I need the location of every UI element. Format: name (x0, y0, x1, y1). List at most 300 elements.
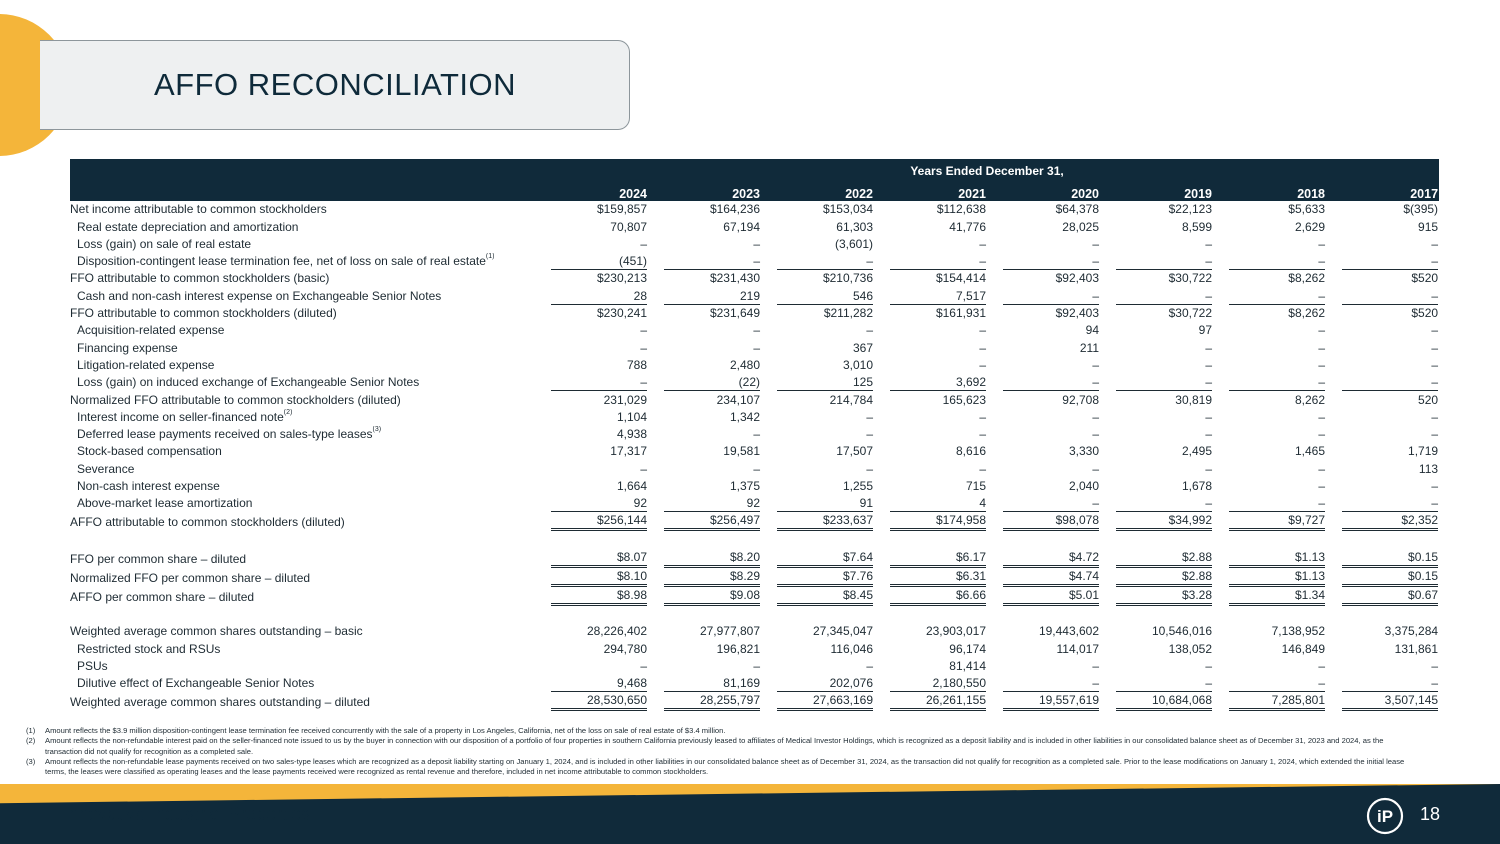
row-label (70, 322, 535, 339)
value-text: 7,517 (890, 288, 986, 305)
value-cell-2022 (761, 270, 874, 287)
value-text: $2,352 (1342, 513, 1438, 531)
value-text: $6.17 (890, 550, 986, 568)
value-cell-2020 (987, 391, 1100, 408)
value-text: 92 (664, 495, 760, 512)
row-label-text: Net income attributable to common stockholders (70, 202, 327, 217)
affo-table-container (70, 159, 1438, 711)
value-cell-2020 (987, 270, 1100, 287)
value-text: $30,722 (1168, 271, 1212, 286)
value-text: – (1116, 253, 1212, 270)
value-text: – (1205, 357, 1212, 372)
value-cell-2020 (987, 692, 1100, 711)
value-text: 788 (626, 357, 647, 372)
value-text: 367 (852, 340, 873, 355)
company-logo-icon (1366, 797, 1404, 835)
value-cell-2017 (1326, 512, 1439, 531)
value-text: $1.13 (1229, 550, 1325, 568)
value-text: – (1205, 461, 1212, 476)
row-label-text: Loss (gain) on sale of real estate (77, 236, 252, 251)
value-cell-2019 (1100, 253, 1213, 270)
value-text: – (1342, 374, 1438, 391)
value-text: $6.31 (890, 569, 986, 587)
row-label-text: FFO attributable to common stockholders (basic) (70, 271, 330, 286)
value-cell-2018 (1213, 512, 1326, 531)
row-label (70, 409, 535, 426)
value-text: 211 (1079, 340, 1099, 355)
value-text: 3,330 (1068, 444, 1099, 459)
table-row (70, 478, 1439, 495)
value-text: 19,443,602 (1038, 624, 1099, 639)
value-cell-2021 (874, 692, 987, 711)
value-text: – (1092, 658, 1099, 673)
table-row (70, 426, 1439, 443)
table-row (70, 287, 1439, 304)
value-cell-2022 (761, 460, 874, 477)
value-cell-2018 (1213, 391, 1326, 408)
value-cell-2020 (987, 218, 1100, 235)
row-label (70, 270, 535, 287)
value-cell-2024 (535, 236, 648, 253)
value-cell-2024 (535, 270, 648, 287)
value-cell-2022 (761, 322, 874, 339)
row-label-text: Disposition-contingent lease termination fee, net of loss on sale of real estate (77, 254, 486, 269)
value-text: $6.66 (890, 588, 986, 606)
row-label-text: Cash and non-cash interest expense on Exchangeable Senior Notes (77, 288, 442, 303)
value-text: – (866, 427, 873, 442)
value-text: 70,807 (610, 219, 647, 234)
table-row (70, 253, 1439, 270)
value-text: 7,285,801 (1229, 693, 1325, 711)
row-label (70, 640, 535, 657)
value-text: $98,078 (1003, 513, 1099, 531)
value-text: – (1229, 675, 1325, 692)
value-cell-2021 (874, 339, 987, 356)
value-cell-2023 (648, 201, 761, 218)
value-text: $233,637 (777, 513, 873, 531)
value-text: $9,727 (1229, 513, 1325, 531)
value-text: – (664, 253, 760, 270)
value-text: 214,784 (829, 392, 873, 407)
value-cell-2021 (874, 640, 987, 657)
value-cell-2017 (1326, 426, 1439, 443)
table-row (70, 409, 1439, 426)
value-text: 231,029 (603, 392, 647, 407)
value-text: $520 (1411, 271, 1439, 286)
value-cell-2019 (1100, 409, 1213, 426)
value-cell-2022 (761, 623, 874, 640)
row-label (70, 218, 535, 235)
value-cell-2023 (648, 305, 761, 322)
value-text: 3,507,145 (1342, 693, 1438, 711)
row-label-text: Non-cash interest expense (77, 479, 220, 494)
footnote-number: (1) (26, 726, 36, 735)
value-cell-2019 (1100, 623, 1213, 640)
value-text: $0.67 (1342, 588, 1438, 606)
value-text: $8.07 (551, 550, 647, 568)
value-text: $8,262 (1288, 271, 1325, 286)
table-row (70, 658, 1439, 675)
value-cell-2023 (648, 675, 761, 692)
value-cell-2022 (761, 443, 874, 460)
value-cell-2024 (535, 495, 648, 512)
value-cell-2019 (1100, 495, 1213, 512)
value-cell-2019 (1100, 692, 1213, 711)
row-label-text: Severance (77, 461, 135, 476)
value-text: – (1092, 461, 1099, 476)
value-text: 7,138,952 (1271, 624, 1325, 639)
value-cell-2022 (761, 201, 874, 218)
value-cell-2022 (761, 495, 874, 512)
value-text: 28 (551, 288, 647, 305)
value-cell-2021 (874, 495, 987, 512)
row-label-text: Financing expense (77, 340, 178, 355)
value-cell-2021 (874, 658, 987, 675)
value-cell-2018 (1213, 322, 1326, 339)
value-text: – (1342, 495, 1438, 512)
value-text: 116,046 (830, 641, 873, 656)
value-cell-2023 (648, 357, 761, 374)
value-text: 23,903,017 (925, 624, 986, 639)
value-cell-2019 (1100, 587, 1213, 606)
value-text: $8.10 (551, 569, 647, 587)
value-cell-2018 (1213, 692, 1326, 711)
row-label (70, 253, 535, 270)
value-cell-2021 (874, 568, 987, 587)
value-text: – (1318, 340, 1325, 355)
value-text: $5.01 (1003, 588, 1099, 606)
value-cell-2024 (535, 512, 648, 531)
footnote-1 (26, 726, 1406, 736)
value-text: $22,123 (1168, 202, 1212, 217)
value-cell-2017 (1326, 339, 1439, 356)
value-cell-2021 (874, 322, 987, 339)
footnote-ref: (2) (283, 408, 293, 416)
value-text: – (753, 461, 760, 476)
value-cell-2023 (648, 218, 761, 235)
value-cell-2024 (535, 640, 648, 657)
table-row (70, 270, 1439, 287)
value-text: – (1205, 340, 1212, 355)
value-cell-2024 (535, 374, 648, 391)
value-cell-2021 (874, 305, 987, 322)
value-cell-2019 (1100, 426, 1213, 443)
page-title: AFFO RECONCILIATION (154, 67, 517, 102)
value-cell-2017 (1326, 322, 1439, 339)
value-text: 1,664 (616, 479, 647, 494)
value-cell-2020 (987, 478, 1100, 495)
value-text: – (1318, 357, 1325, 372)
value-text: (451) (551, 253, 647, 270)
value-text: $230,241 (596, 306, 647, 321)
value-cell-2019 (1100, 568, 1213, 587)
year-header-2021: 2021 (874, 183, 987, 201)
value-text: 3,375,284 (1384, 624, 1439, 639)
row-label-text: Above-market lease amortization (77, 496, 253, 511)
value-cell-2023 (648, 587, 761, 606)
value-text: $8.20 (664, 550, 760, 568)
value-text: – (979, 461, 986, 476)
value-text: 81,414 (949, 658, 986, 673)
value-text: 2,040 (1068, 479, 1099, 494)
value-text: 113 (1418, 461, 1439, 476)
value-cell-2017 (1326, 305, 1439, 322)
value-text: $159,857 (596, 202, 647, 217)
value-text: 520 (1418, 392, 1439, 407)
row-label (70, 478, 535, 495)
value-cell-2022 (761, 568, 874, 587)
value-cell-2020 (987, 374, 1100, 391)
value-cell-2020 (987, 512, 1100, 531)
value-text: $1.13 (1229, 569, 1325, 587)
table-row (70, 623, 1439, 640)
value-cell-2022 (761, 287, 874, 304)
value-cell-2017 (1326, 443, 1439, 460)
value-cell-2023 (648, 549, 761, 568)
value-text: $34,992 (1116, 513, 1212, 531)
table-row (70, 339, 1439, 356)
value-cell-2022 (761, 658, 874, 675)
value-text: 19,581 (723, 444, 760, 459)
value-text: 28,255,797 (664, 693, 760, 711)
value-text: – (640, 340, 647, 355)
value-cell-2018 (1213, 357, 1326, 374)
value-text: 1,104 (616, 409, 647, 424)
year-header-2023: 2023 (648, 183, 761, 201)
value-cell-2020 (987, 305, 1100, 322)
value-text: – (1318, 461, 1325, 476)
value-cell-2021 (874, 374, 987, 391)
value-cell-2018 (1213, 495, 1326, 512)
value-text: – (753, 427, 760, 442)
value-text: – (1205, 409, 1212, 424)
value-cell-2017 (1326, 391, 1439, 408)
value-text: $112,638 (936, 202, 986, 217)
value-text: – (1318, 479, 1325, 494)
value-cell-2018 (1213, 201, 1326, 218)
value-text: – (1431, 479, 1439, 494)
value-text: – (1431, 236, 1439, 251)
value-cell-2023 (648, 374, 761, 391)
row-label (70, 339, 535, 356)
value-cell-2019 (1100, 391, 1213, 408)
footnote-3 (26, 757, 1406, 778)
value-cell-2023 (648, 658, 761, 675)
value-text: 94 (1085, 323, 1099, 338)
value-cell-2019 (1100, 374, 1213, 391)
row-label-text: Normalized FFO attributable to common stockholders (diluted) (70, 392, 401, 407)
value-cell-2017 (1326, 478, 1439, 495)
row-label-text: Restricted stock and RSUs (77, 641, 221, 656)
value-text: – (1431, 323, 1439, 338)
value-cell-2024 (535, 568, 648, 587)
value-cell-2020 (987, 675, 1100, 692)
row-label-text: FFO attributable to common stockholders (diluted) (70, 306, 337, 321)
value-cell-2019 (1100, 339, 1213, 356)
value-cell-2024 (535, 549, 648, 568)
value-text: 28,226,402 (586, 624, 647, 639)
value-cell-2018 (1213, 587, 1326, 606)
footer-company-name: Innovative Industrial Properties (63, 804, 311, 824)
value-text: $231,649 (709, 306, 760, 321)
row-label-text: Interest income on seller-financed note (77, 409, 284, 424)
value-text: 2,480 (729, 357, 760, 372)
value-text: $64,378 (1055, 202, 1099, 217)
value-text: – (866, 658, 873, 673)
value-cell-2021 (874, 426, 987, 443)
value-text: 28,025 (1062, 219, 1099, 234)
value-text: $(395) (1403, 202, 1439, 217)
value-cell-2023 (648, 409, 761, 426)
value-text: $211,282 (823, 306, 873, 321)
table-row (70, 201, 1439, 218)
value-cell-2021 (874, 675, 987, 692)
value-text: – (890, 253, 986, 270)
row-label-text: Real estate depreciation and amortization (77, 219, 299, 234)
value-cell-2018 (1213, 568, 1326, 587)
value-text: – (979, 236, 986, 251)
value-cell-2017 (1326, 568, 1439, 587)
value-cell-2023 (648, 495, 761, 512)
table-row (70, 549, 1439, 568)
value-cell-2023 (648, 623, 761, 640)
value-cell-2018 (1213, 253, 1326, 270)
value-text: 1,375 (729, 479, 760, 494)
value-text: 41,776 (949, 219, 986, 234)
value-text: 1,719 (1408, 444, 1439, 459)
value-cell-2019 (1100, 640, 1213, 657)
value-text: 2,180,550 (890, 675, 986, 692)
value-text: $164,236 (709, 202, 760, 217)
value-cell-2020 (987, 460, 1100, 477)
value-text: – (1431, 357, 1439, 372)
table-row (70, 495, 1439, 512)
value-cell-2020 (987, 409, 1100, 426)
value-cell-2022 (761, 549, 874, 568)
value-text: – (551, 374, 647, 391)
table-row (70, 512, 1439, 531)
value-text: 4 (890, 495, 986, 512)
footnote-text: Amount reflects the non-refundable lease payments received on two sales-type leases which are recognized as a deposit liability starting on January 1, 2024, and is included in other liabilities in our consolidated balance sheet as of December 31, 2024, as the transaction did not qualify for recognition as a completed sale. Prior to the lease modifications on January 1, 2024, which extended the initial lease terms, the leases were classified as operating leases and the lease payments received were recognized as rental revenue and therefore, included in net income attributable to common stockholders. (45, 756, 1405, 777)
value-text: $161,931 (935, 306, 986, 321)
value-cell-2018 (1213, 443, 1326, 460)
value-cell-2021 (874, 409, 987, 426)
value-cell-2022 (761, 409, 874, 426)
value-cell-2024 (535, 357, 648, 374)
header-blank-cell (70, 159, 535, 183)
value-cell-2018 (1213, 640, 1326, 657)
value-text: – (979, 323, 986, 338)
value-cell-2024 (535, 218, 648, 235)
value-cell-2022 (761, 305, 874, 322)
value-text: 92 (551, 495, 647, 512)
value-cell-2022 (761, 512, 874, 531)
value-cell-2019 (1100, 512, 1213, 531)
value-cell-2024 (535, 409, 648, 426)
row-label-text: Loss (gain) on induced exchange of Exchangeable Senior Notes (77, 375, 420, 390)
value-cell-2023 (648, 322, 761, 339)
value-text: 165,623 (942, 392, 986, 407)
value-text: $2.88 (1116, 569, 1212, 587)
value-text: – (753, 323, 760, 338)
year-header-2020: 2020 (987, 183, 1100, 201)
value-text: $7.76 (777, 569, 873, 587)
value-cell-2023 (648, 512, 761, 531)
value-cell-2020 (987, 201, 1100, 218)
value-cell-2020 (987, 426, 1100, 443)
row-label (70, 495, 535, 512)
value-text: – (777, 253, 873, 270)
value-cell-2017 (1326, 640, 1439, 657)
value-text: 26,261,155 (890, 693, 986, 711)
footnotes (26, 726, 1406, 777)
row-label (70, 658, 535, 675)
value-text: – (1229, 374, 1325, 391)
value-text: – (640, 461, 647, 476)
value-cell-2021 (874, 587, 987, 606)
value-cell-2019 (1100, 305, 1213, 322)
value-text: – (1431, 340, 1439, 355)
value-text: – (866, 461, 873, 476)
row-label-text: Normalized FFO per common share – diluted (70, 570, 311, 585)
value-text: – (753, 236, 760, 251)
value-cell-2022 (761, 692, 874, 711)
value-text: (3,601) (834, 236, 873, 251)
value-cell-2017 (1326, 270, 1439, 287)
row-label (70, 460, 535, 477)
row-label-text: AFFO per common share – diluted (70, 589, 255, 604)
value-cell-2020 (987, 495, 1100, 512)
logo-text: iP (1376, 807, 1394, 826)
value-cell-2021 (874, 478, 987, 495)
value-cell-2023 (648, 640, 761, 657)
value-cell-2023 (648, 478, 761, 495)
value-text: $92,403 (1055, 306, 1099, 321)
value-text: – (753, 340, 760, 355)
years-group-header: Years Ended December 31, (535, 159, 1439, 183)
value-cell-2018 (1213, 426, 1326, 443)
value-text: $154,414 (935, 271, 986, 286)
value-cell-2024 (535, 339, 648, 356)
value-text: – (753, 658, 760, 673)
value-text: 2,629 (1294, 219, 1325, 234)
table-row (70, 374, 1439, 391)
row-label (70, 675, 535, 692)
value-cell-2024 (535, 201, 648, 218)
spacer-cell (70, 531, 1439, 548)
value-text: 1,678 (1181, 479, 1212, 494)
year-header-2024: 2024 (535, 183, 648, 201)
value-cell-2020 (987, 253, 1100, 270)
value-cell-2017 (1326, 658, 1439, 675)
value-text: – (1116, 495, 1212, 512)
row-label-text: AFFO attributable to common stockholders (diluted) (70, 515, 345, 530)
value-text: $8.29 (664, 569, 760, 587)
row-label (70, 443, 535, 460)
year-header-2022: 2022 (761, 183, 874, 201)
value-text: – (1318, 427, 1325, 442)
value-cell-2024 (535, 322, 648, 339)
value-cell-2019 (1100, 218, 1213, 235)
header-label-cell (70, 183, 535, 201)
row-label (70, 287, 535, 304)
value-text: – (1003, 374, 1099, 391)
value-text: 10,684,068 (1116, 693, 1212, 711)
value-cell-2023 (648, 443, 761, 460)
value-cell-2019 (1100, 201, 1213, 218)
value-text: – (640, 323, 647, 338)
value-text: – (640, 658, 647, 673)
